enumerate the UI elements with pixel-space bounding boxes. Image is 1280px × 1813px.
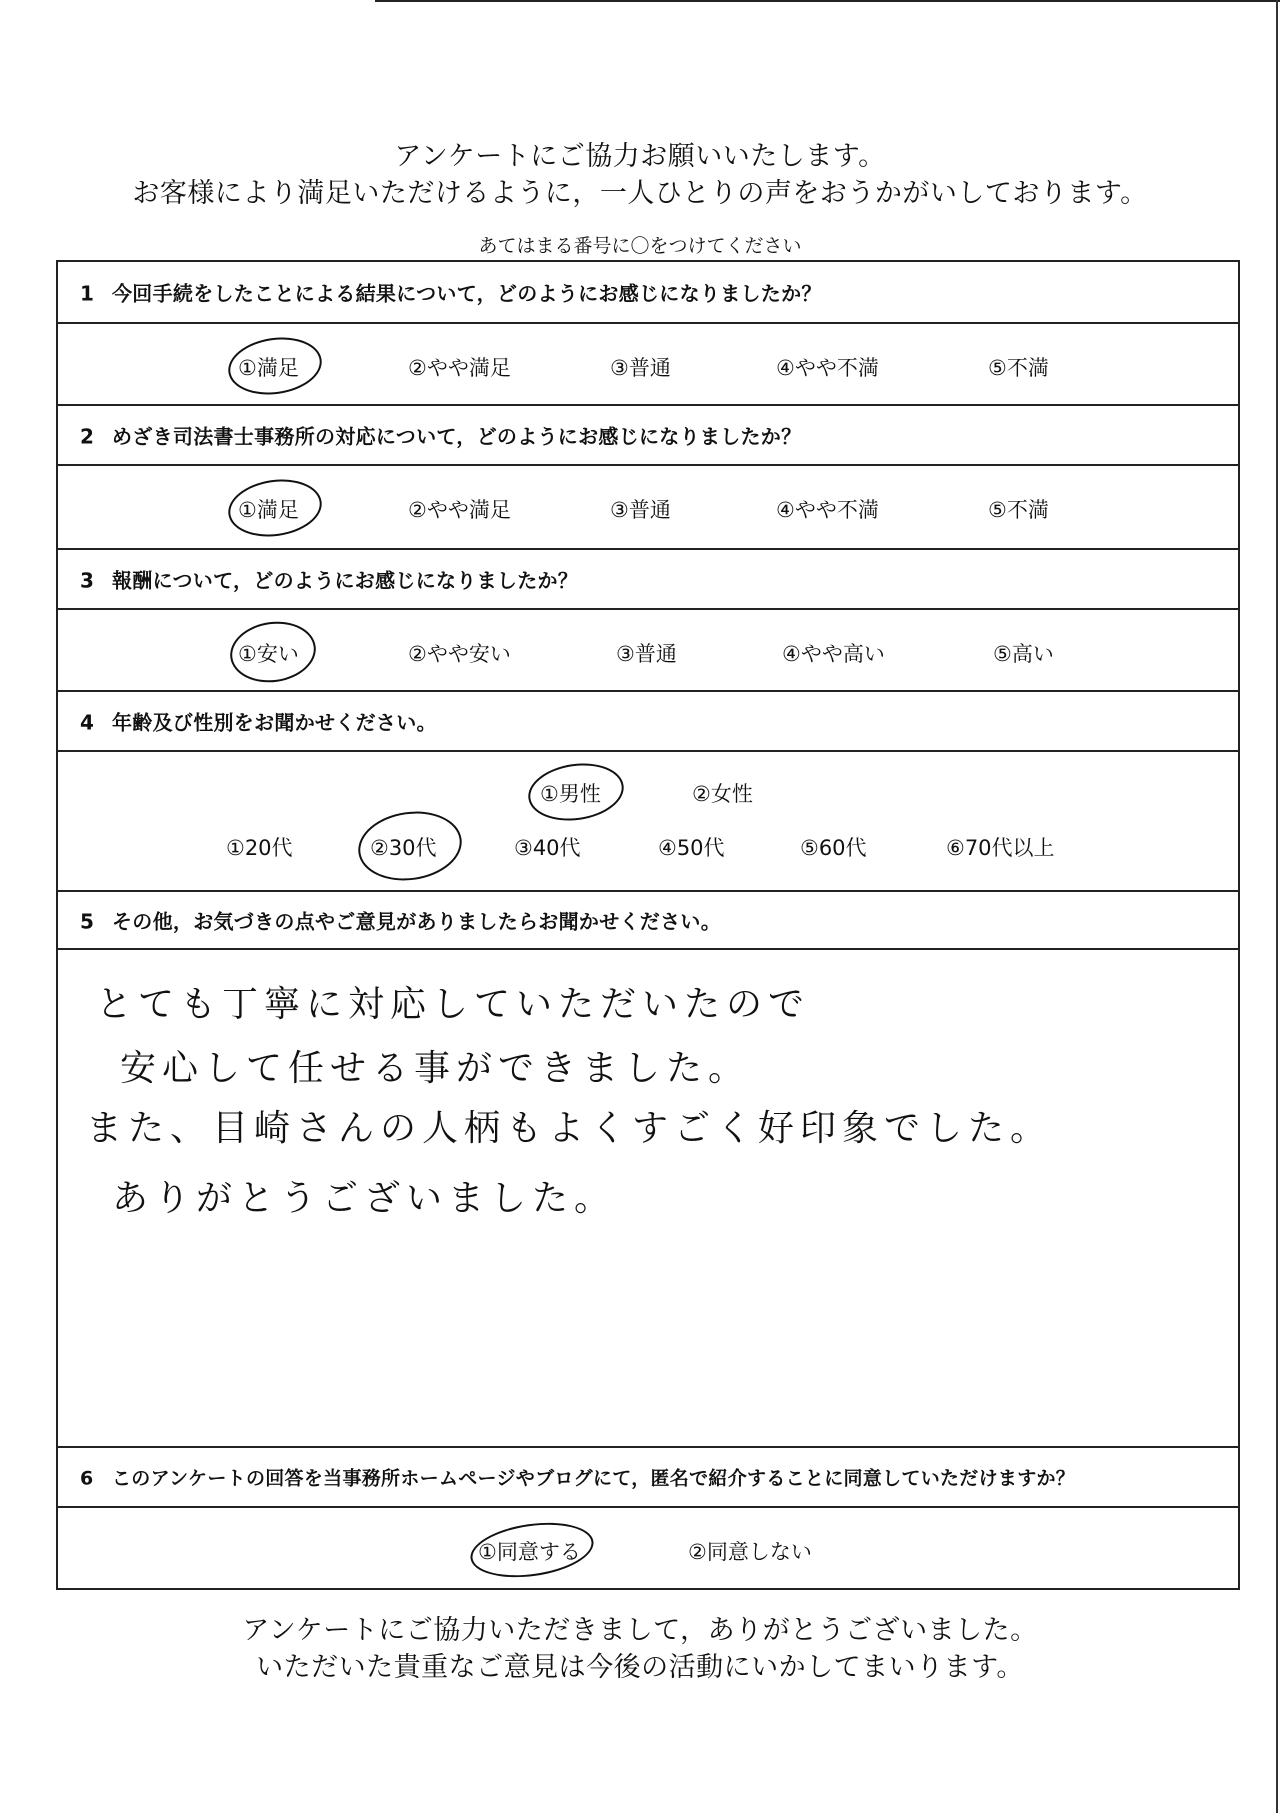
scan-edge-top xyxy=(375,0,1280,2)
question-2-text: めざき司法書士事務所の対応について，どのようにお感じになりましたか？ xyxy=(112,424,802,449)
q2-option-4[interactable]: ④やや不満 xyxy=(776,498,879,522)
question-1-options xyxy=(58,324,1238,406)
question-1-header xyxy=(58,262,1238,324)
q3-option-4[interactable]: ④やや高い xyxy=(782,642,885,666)
q2-option-5[interactable]: ⑤不満 xyxy=(988,498,1049,522)
q4-gender-selected-circle xyxy=(525,758,628,827)
question-5-number: 5 xyxy=(80,909,95,934)
q2-option-3[interactable]: ③普通 xyxy=(610,498,671,522)
question-6-text: このアンケートの回答を当事務所ホームページやブログにて，匿名で紹介することに同意していただけますか？ xyxy=(112,1467,1076,1490)
question-1-number: 1 xyxy=(80,281,95,306)
question-3-number: 3 xyxy=(80,568,95,593)
outro-text xyxy=(0,1612,1280,1686)
question-2-number: 2 xyxy=(80,424,95,449)
intro-line-2: お客様により満足いただけるように，一人ひとりの声をおうかがいしております。 xyxy=(132,178,1148,209)
question-5-header xyxy=(58,892,1238,950)
q4-age-option-3[interactable]: ③40代 xyxy=(514,836,581,860)
handwritten-line-4: ありがとうございました。 xyxy=(112,1178,617,1219)
q4-gender-option-1[interactable]: ①男性 xyxy=(540,782,601,806)
q6-option-2[interactable]: ②同意しない xyxy=(688,1540,812,1564)
q2-selected-circle xyxy=(225,474,326,543)
q2-option-2[interactable]: ②やや満足 xyxy=(408,498,511,522)
question-5-text: その他，お気づきの点やご意見がありましたらお聞かせください。 xyxy=(112,909,721,934)
q3-option-2[interactable]: ②やや安い xyxy=(408,642,511,666)
question-3-header xyxy=(58,550,1238,610)
question-6-options xyxy=(58,1508,1238,1592)
q6-option-1[interactable]: ①同意する xyxy=(478,1540,581,1564)
q3-selected-circle xyxy=(226,616,320,687)
q4-gender-option-2[interactable]: ②女性 xyxy=(692,782,753,806)
intro-line-1: アンケートにご協力お願いいたします。 xyxy=(394,141,886,172)
q3-option-1[interactable]: ①安い xyxy=(238,642,299,666)
question-5-comment-area[interactable] xyxy=(58,950,1238,1448)
q4-age-option-5[interactable]: ⑤60代 xyxy=(800,836,867,860)
question-2-options xyxy=(58,466,1238,550)
q1-option-3[interactable]: ③普通 xyxy=(610,356,671,380)
q1-selected-circle xyxy=(225,332,326,401)
q4-age-option-2[interactable]: ②30代 xyxy=(370,836,437,860)
scan-edge-right xyxy=(1276,0,1278,1813)
question-6-number: 6 xyxy=(80,1467,94,1490)
q3-option-3[interactable]: ③普通 xyxy=(616,642,677,666)
question-6-header xyxy=(58,1448,1238,1508)
q1-option-1[interactable]: ①満足 xyxy=(238,356,299,380)
question-2-header xyxy=(58,406,1238,466)
q4-age-option-1[interactable]: ①20代 xyxy=(226,836,293,860)
q4-age-selected-circle xyxy=(354,805,466,887)
q1-option-5[interactable]: ⑤不満 xyxy=(988,356,1049,380)
question-4-text: 年齢及び性別をお聞かせください。 xyxy=(112,710,437,735)
q2-option-1[interactable]: ①満足 xyxy=(238,498,299,522)
survey-form xyxy=(56,260,1240,1590)
outro-line-1: アンケートにご協力いただきまして，ありがとうございました。 xyxy=(242,1615,1038,1646)
q3-option-5[interactable]: ⑤高い xyxy=(993,642,1054,666)
handwritten-line-3: また、目崎さんの人柄もよくすごく好印象でした。 xyxy=(86,1108,1053,1149)
q4-age-option-6[interactable]: ⑥70代以上 xyxy=(946,836,1055,860)
question-3-text: 報酬について，どのようにお感じになりましたか？ xyxy=(112,568,579,593)
handwritten-line-1: とても丁寧に対応していただいたので xyxy=(96,984,811,1025)
question-4-number: 4 xyxy=(80,710,95,735)
outro-line-2: いただいた貴重なご意見は今後の活動にいかしてまいります。 xyxy=(256,1652,1024,1683)
question-4-header xyxy=(58,692,1238,752)
question-1-text: 今回手続をしたことによる結果について，どのようにお感じになりましたか？ xyxy=(112,281,822,306)
handwritten-line-2: 安心して任せる事ができました。 xyxy=(120,1048,751,1089)
intro-text xyxy=(0,138,1280,212)
q4-age-option-4[interactable]: ④50代 xyxy=(658,836,725,860)
q6-selected-circle xyxy=(467,1516,597,1585)
q1-option-4[interactable]: ④やや不満 xyxy=(776,356,879,380)
question-3-options xyxy=(58,610,1238,692)
q1-option-2[interactable]: ②やや満足 xyxy=(408,356,511,380)
instruction-text: あてはまる番号に〇をつけてください xyxy=(478,235,802,257)
question-4-options xyxy=(58,752,1238,892)
